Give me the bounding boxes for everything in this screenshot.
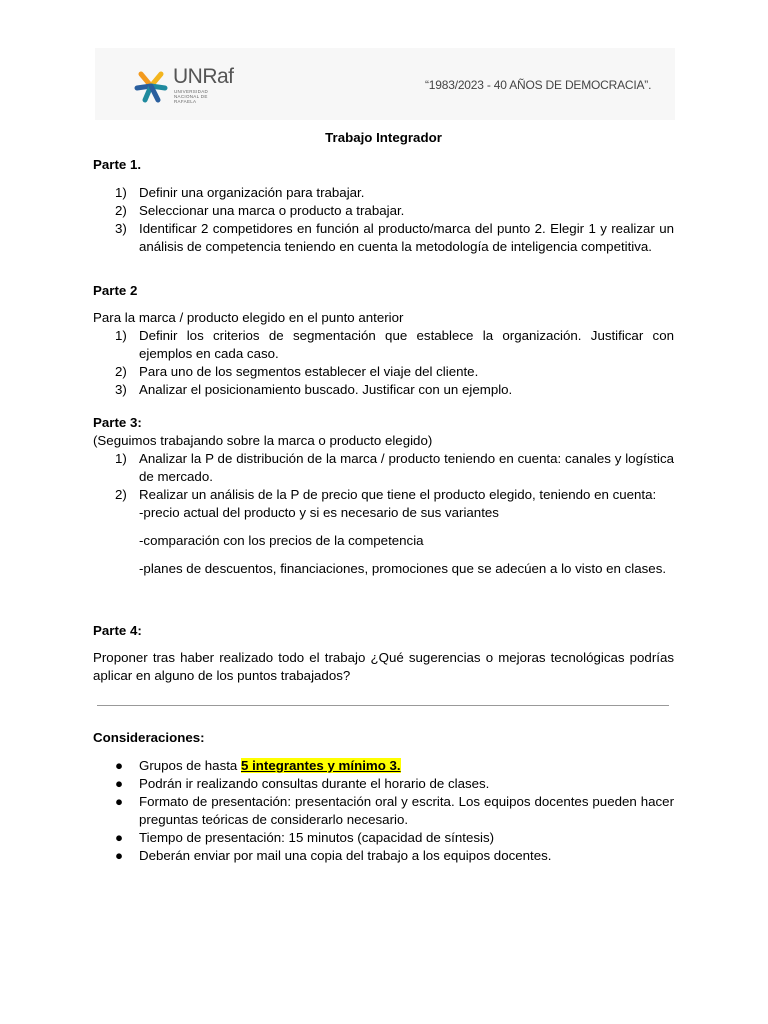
section-parte-2	[93, 282, 674, 399]
item-text: Realizar un análisis de la P de precio que tiene el producto elegido, teniendo en cuenta:	[139, 487, 657, 502]
unraf-logo	[133, 64, 243, 108]
sub-item: -comparación con los precios de la competencia	[139, 533, 424, 548]
item-text: Deberán enviar por mail una copia del trabajo a los equipos docentes.	[139, 848, 552, 863]
item-text: Definir los criterios de segmentación que establece la organización. Justificar con ejemplos en cada caso.	[139, 328, 674, 361]
item-number: 2)	[115, 203, 127, 218]
section-intro: Para la marca / producto elegido en el punto anterior	[93, 310, 404, 325]
section-parte-1	[93, 156, 674, 256]
numbered-list	[93, 184, 674, 256]
bullet-icon: ●	[115, 794, 124, 809]
highlighted-text: 5 integrantes y mínimo 3.	[241, 758, 401, 773]
bullet-icon: ●	[115, 848, 124, 863]
numbered-list	[93, 327, 674, 399]
horizontal-divider	[97, 705, 669, 706]
slogan: “1983/2023 - 40 AÑOS DE DEMOCRACIA”.	[425, 78, 652, 92]
sub-item: -precio actual del producto y si es necesario de sus variantes	[139, 505, 499, 520]
section-intro: (Seguimos trabajando sobre la marca o producto elegido)	[93, 433, 433, 448]
item-text: Podrán ir realizando consultas durante el horario de clases.	[139, 776, 490, 791]
item-number: 3)	[115, 382, 127, 397]
item-text: Identificar 2 competidores en función al producto/marca del punto 2. Elegir 1 y realizar un análisis de competencia teniendo en cuenta la metodología de inteligencia competitiva.	[139, 221, 674, 254]
unraf-star-icon	[133, 68, 169, 104]
section-heading: Parte 1.	[93, 157, 142, 172]
item-number: 3)	[115, 221, 127, 236]
list-item	[93, 793, 674, 829]
page-title: Trabajo Integrador	[325, 130, 442, 145]
section-heading: Consideraciones:	[93, 730, 205, 745]
list-item	[93, 202, 674, 220]
item-number: 1)	[115, 328, 127, 343]
list-item	[93, 450, 674, 486]
section-text: Proponer tras haber realizado todo el trabajo ¿Qué sugerencias o mejoras tecnológicas podrías aplicar en alguno de los puntos trabajados?	[93, 650, 674, 683]
list-item	[93, 486, 674, 504]
item-text: Analizar el posicionamiento buscado. Justificar con un ejemplo.	[139, 382, 513, 397]
section-parte-4	[93, 622, 674, 685]
item-text: Tiempo de presentación: 15 minutos (capacidad de síntesis)	[139, 830, 495, 845]
item-number: 2)	[115, 364, 127, 379]
item-number: 1)	[115, 451, 127, 466]
bullet-icon: ●	[115, 758, 124, 773]
list-item	[93, 829, 674, 847]
list-item	[93, 184, 674, 202]
list-item	[93, 775, 674, 793]
section-heading: Parte 3:	[93, 415, 142, 430]
list-item	[93, 381, 674, 399]
item-number: 1)	[115, 185, 127, 200]
list-item	[93, 363, 674, 381]
item-text: Analizar la P de distribución de la marca / producto teniendo en cuenta: canales y logística de mercado.	[139, 451, 674, 484]
section-heading: Parte 2	[93, 283, 138, 298]
logo-name: UNRaf	[173, 65, 234, 88]
item-text: Formato de presentación: presentación oral y escrita. Los equipos docentes pueden hacer preguntas teóricas de considerarlo necesario.	[139, 794, 674, 827]
section-parte-3	[93, 414, 674, 578]
logo-subtitle: UNIVERSIDAD NACIONAL DE RAFAELA	[174, 89, 209, 104]
bullet-list	[93, 757, 674, 865]
list-item	[93, 220, 674, 256]
item-text: Definir una organización para trabajar.	[139, 185, 365, 200]
sub-item: -planes de descuentos, financiaciones, promociones que se adecúen a lo visto en clases.	[139, 561, 667, 576]
section-consideraciones	[93, 729, 674, 865]
section-heading: Parte 4:	[93, 623, 142, 638]
item-text: Para uno de los segmentos establecer el viaje del cliente.	[139, 364, 479, 379]
item-text: Seleccionar una marca o producto a trabajar.	[139, 203, 405, 218]
list-item	[93, 847, 674, 865]
bullet-icon: ●	[115, 830, 124, 845]
item-number: 2)	[115, 487, 127, 502]
numbered-list	[93, 450, 674, 504]
list-item	[93, 757, 674, 775]
bullet-icon: ●	[115, 776, 124, 791]
list-item	[93, 327, 674, 363]
item-text-prefix: Grupos de hasta	[139, 758, 242, 773]
